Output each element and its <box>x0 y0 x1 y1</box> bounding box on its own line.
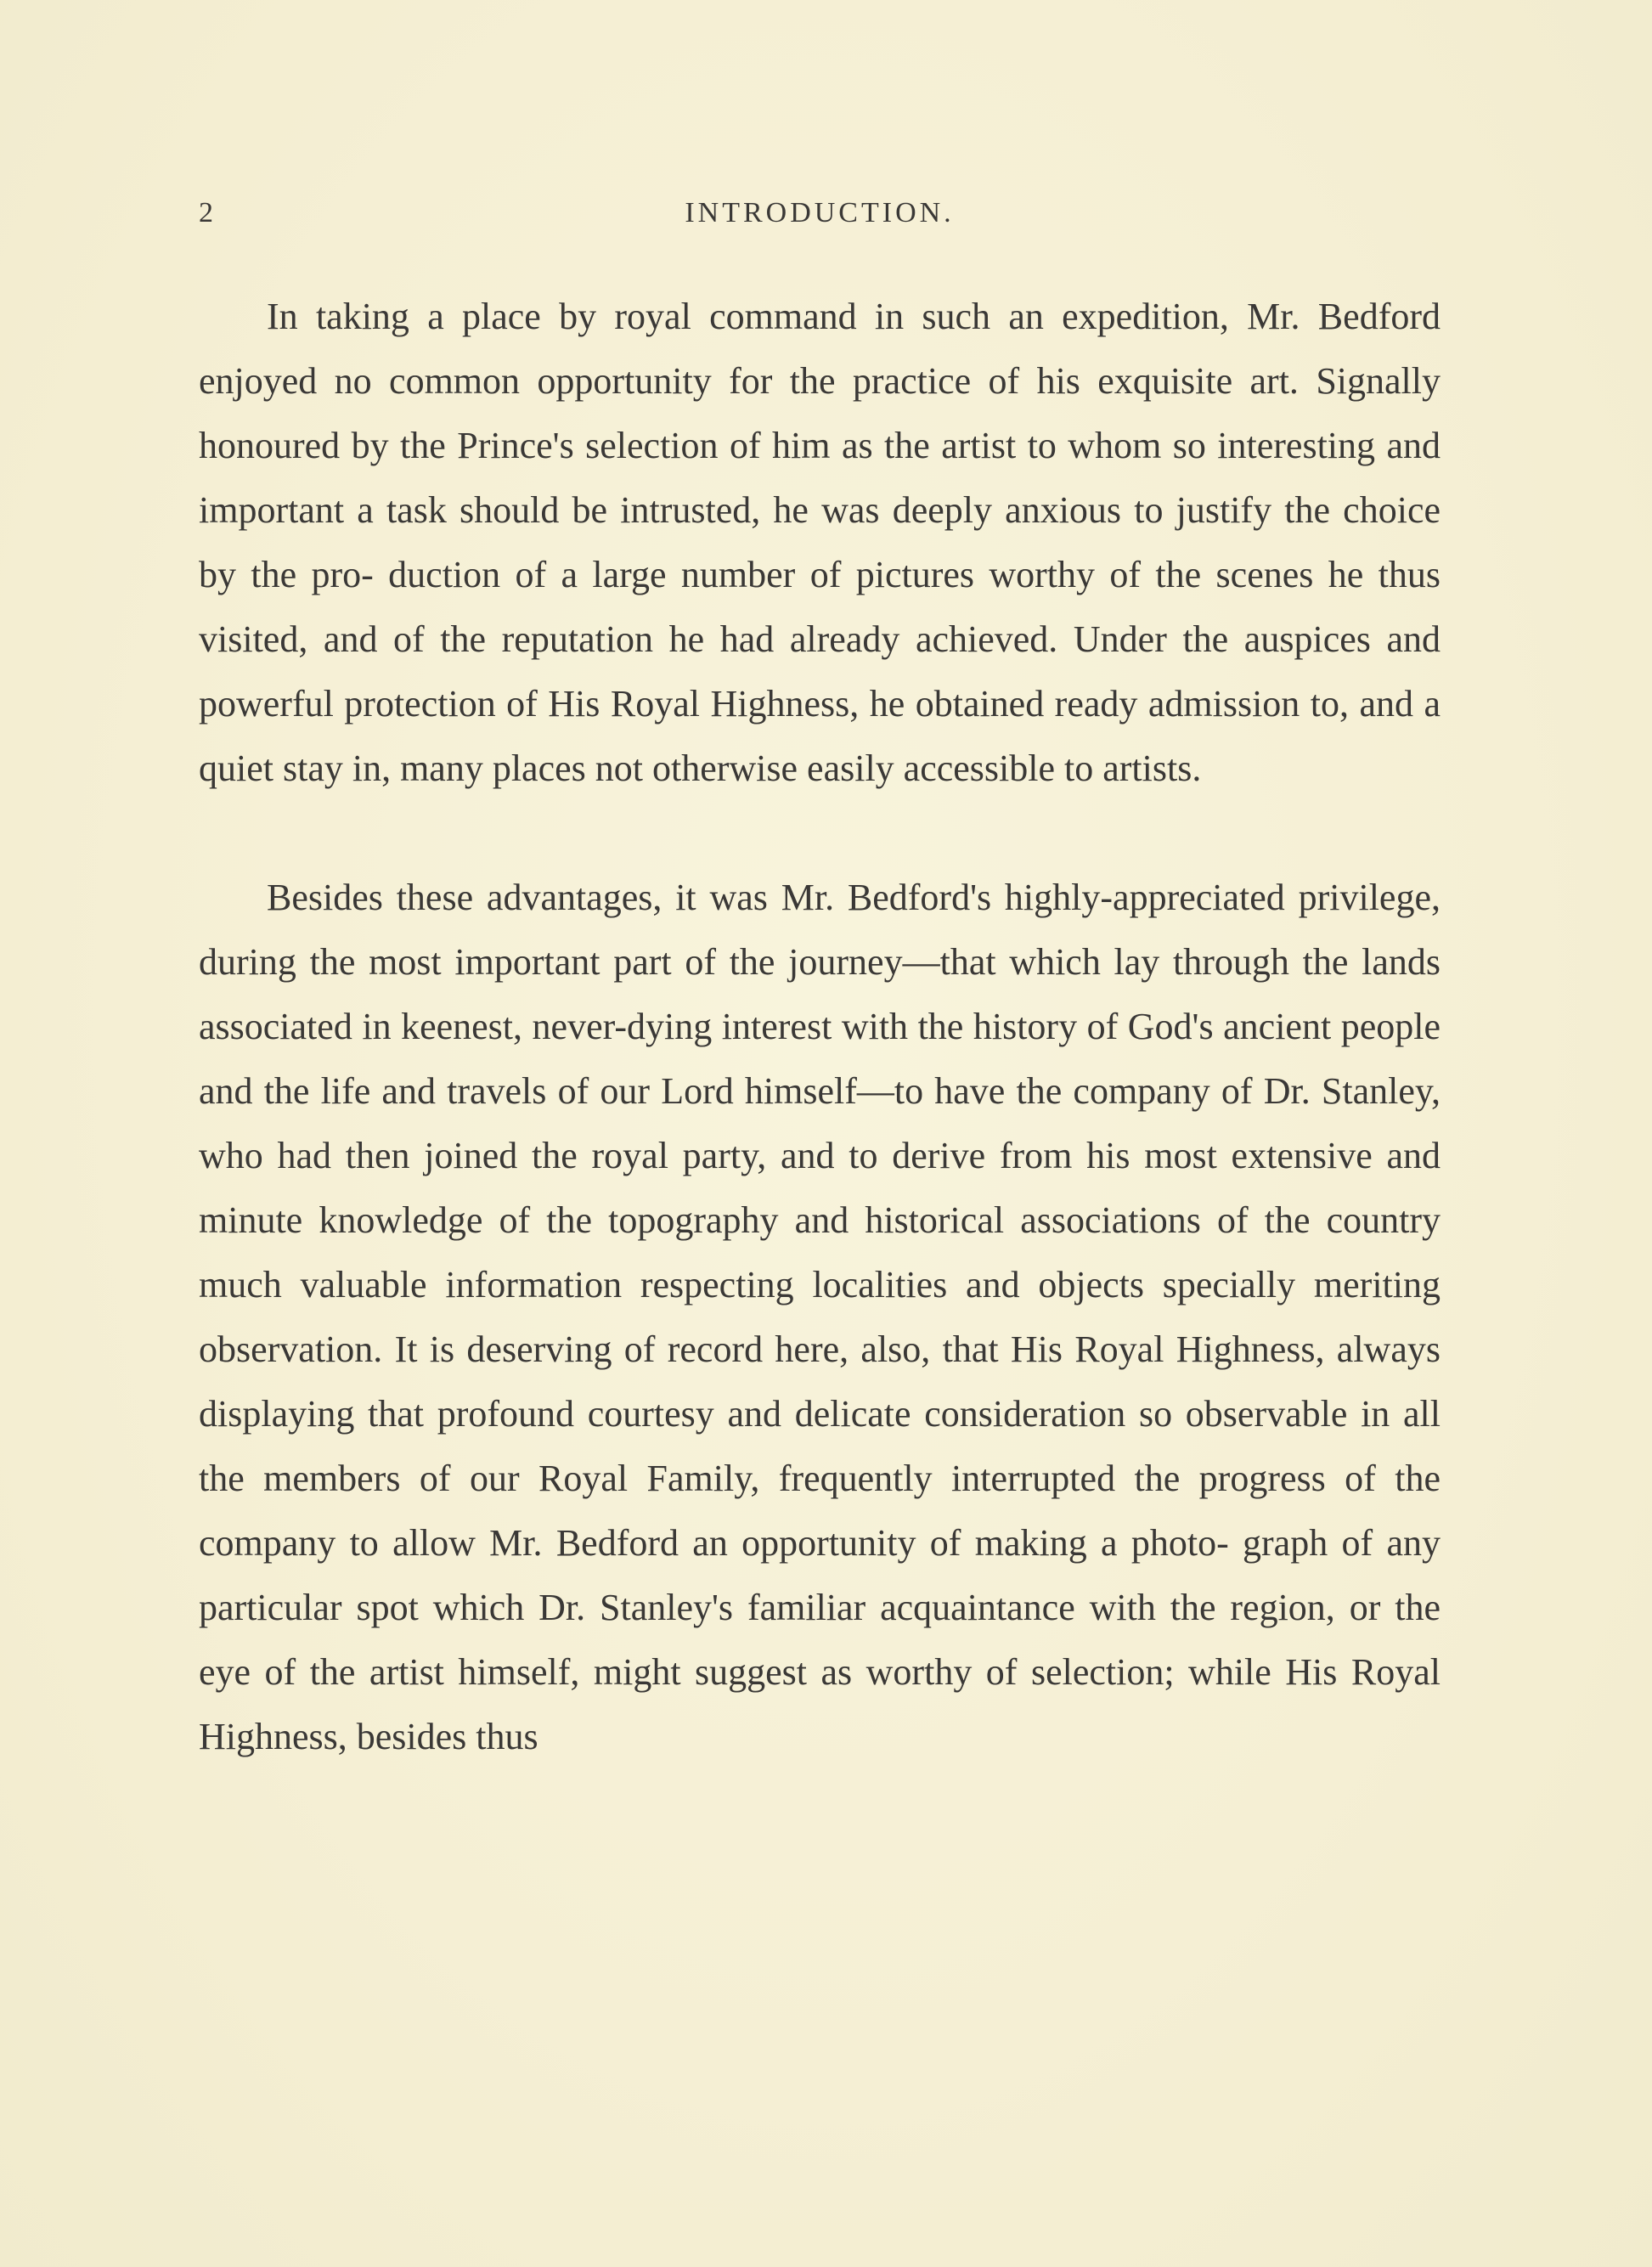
running-head: INTRODUCTION. <box>685 197 955 228</box>
paragraph-1: In taking a place by royal command in such an expedition, Mr. Bedford enjoyed no common opportunity for the practice of his exquisite art. Signally honoured by the Prince's selection of him as the artist to whom so interesting and important a task should be intrusted, he was deeply anxious to justify the choice by the pro- duction of a large number of pictures worthy of the scenes he thus visited, and of the reputation he had already achieved. Under the auspices and powerful protection of His Royal Highness, he obtained ready admission to, and a quiet stay in, many places not otherwise easily accessible to artists. <box>199 296 1441 789</box>
paragraph-2: Besides these advantages, it was Mr. Bedford's highly-appreciated privilege, during the most important part of the journey—that which lay through the lands associated in keenest, never-dying interest with the history of God's ancient people and the life and travels of our Lord himself—to have the company of Dr. Stanley, who had then joined the royal party, and to derive from his most extensive and minute knowledge of the topography and historical associations of the country much valuable information respecting localities and objects specially meriting observation. It is deserving of record here, also, that His Royal Highness, always displaying that profound courtesy and delicate consideration so observable in all the members of our Royal Family, frequently interrupted the progress of the company to allow Mr. Bedford an opportunity of making a photo- graph of any particular spot which Dr. Stanley's familiar acquaintance with the region, or the eye of the artist himself, might suggest as worthy of selection; while His Royal Highness, besides thus <box>199 877 1441 1757</box>
body-text <box>199 285 1441 1769</box>
page-number: 2 <box>199 197 216 228</box>
page-header <box>199 197 1441 248</box>
